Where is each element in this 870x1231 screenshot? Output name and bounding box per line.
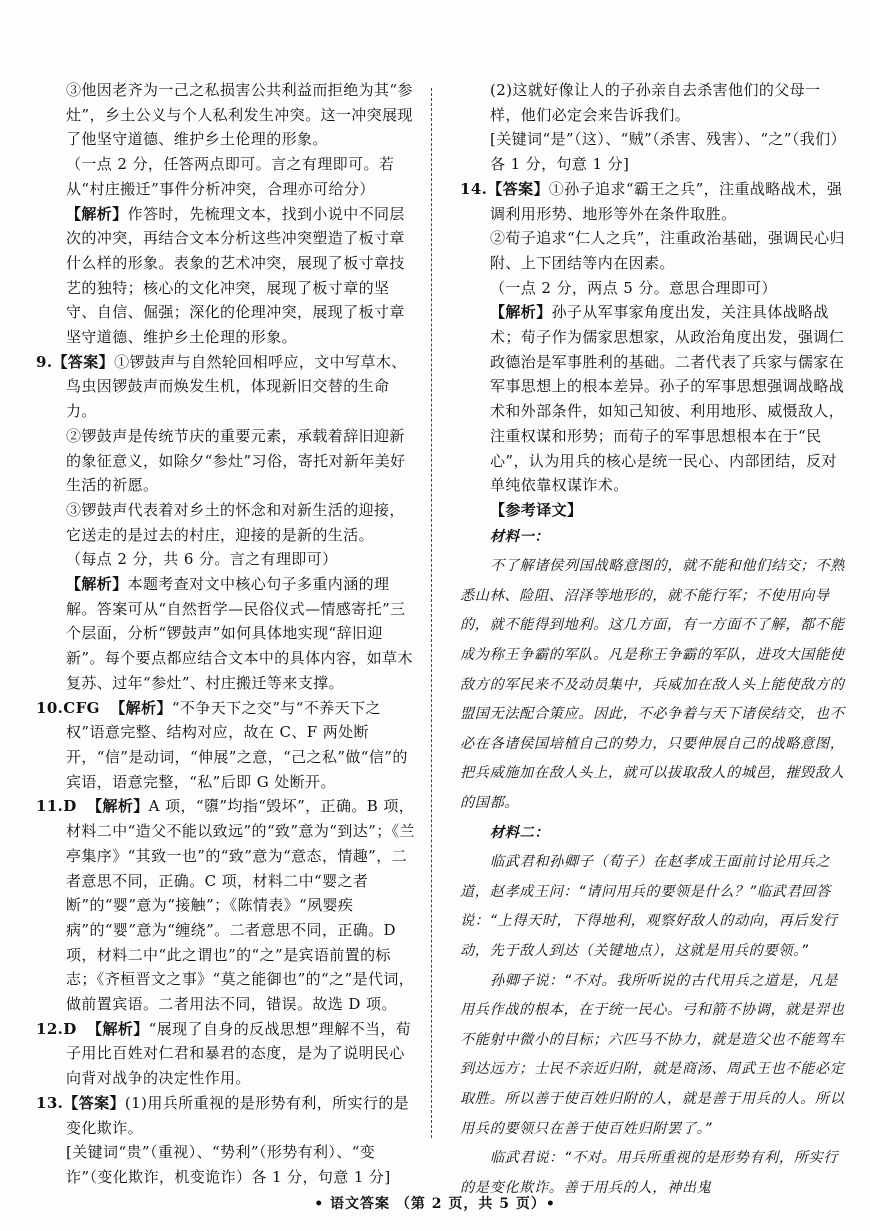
answer-text: ①锣鼓声与自然轮回相呼应，文中写草木、鸟虫因锣鼓声而焕发生机，体现新旧交替的生命力。 — [66, 352, 407, 421]
answer-tag: 【答案】 — [487, 179, 549, 198]
analysis-tag: 【解析】 — [87, 1019, 149, 1038]
q9-scoring-note: （每点 2 分，共 6 分。言之有理即可） — [66, 550, 338, 569]
answer-text: (1)用兵所重视的是形势有利，所实行的是变化欺诈。 — [66, 1093, 410, 1137]
q9-answer — [36, 350, 418, 424]
analysis-text: A 项，“隳”均指“毁坏”，正确。B 项，材料二中“造父不能以致远”的“致”意为“到达”；《兰亭集序》“其致一也”的“致”意为“意态，情趣”，二者意思不同，正确。C 项，材料二中“婴之者断”的“婴”意为“接触”；《陈情表》“夙婴疾病”的“婴”意为“缠绕”。二者意思不同，正确。D 项，材料二中“此之谓也”的“之”是宾语前置的标志；《齐桓晋文之事》“莫之能御也”的“之”是代词，做前置宾语。二者用法不同，错误。故选 D 项。 — [66, 797, 415, 1014]
answer-text: ①孙子追求“霸王之兵”，注重战略战术，强调利用形势、地形等外在条件取胜。 — [490, 179, 843, 223]
material-1-title: 材料一： — [490, 528, 550, 545]
material-2-title: 材料二： — [490, 824, 550, 841]
right-column — [460, 78, 846, 1196]
question-number: 10. — [36, 698, 64, 717]
analysis-text: “不争天下之交”与“不养天下之权”语意完整、结构对应，故在 C、F 两处断开，“信”是动词，“伸展”之意，“己之私”做“信”的宾语，语意完整，“私”后即 G 处断开。 — [66, 698, 408, 791]
question-number: 14. — [460, 179, 488, 198]
q12-answer — [36, 1017, 418, 1091]
question-number: 12. — [36, 1019, 64, 1038]
q14-scoring-note: （一点 2 分，两点 5 分。意思合理即可） — [490, 278, 777, 297]
question-number: 9. — [36, 352, 53, 371]
q13-keywords-2: [关键词“是”（这）、“贼”（杀害、残害）、“之”（我们）各 1 分，句意 1 分] — [490, 130, 846, 174]
analysis-text: 作答时，先梳理文本，找到小说中不同层次的冲突，再结合文本分析这些冲突塑造了板寸章什么样的形象。表象的艺术冲突，展现了板寸章技艺的独特；核心的文化冲突，展现了板寸章的坚守、自信、倔强；深化的伦理冲突，展现了板寸章坚守道德、维护乡土伦理的形象。 — [66, 204, 405, 347]
q9-answer-point-3: ③锣鼓声代表着对乡土的怀念和对新生活的迎接，它送走的是过去的村庄，迎接的是新的生活。 — [66, 500, 405, 544]
material-1-text: 不了解诸侯列国战略意图的，就不能和他们结交；不熟悉山林、险阻、沼泽等地形的，就不能行军；不使用向导的，就不能得到地利。这几方面，有一方面不了解，都不能成为称王争霸的军队。凡是称王争霸的军队，进攻大国能使敌方的军民来不及动员集中，兵威加在敌人头上能使敌方的盟国无法配合策应。因此，不必争着与天下诸侯结交，也不必在各诸侯国培植自己的势力，只要伸展自己的战略意图，把兵威施加在敌人头上，就可以拔取敌人的城邑，摧毁敌人的国都。 — [460, 558, 845, 811]
q13-answer-2: (2)这就好像让人的子孙亲自去杀害他们的父母一样，他们必定会来告诉我们。 — [490, 81, 821, 124]
answer-tag: 【答案】 — [63, 1093, 125, 1112]
q13-answer — [36, 1091, 418, 1140]
q8-analysis — [36, 202, 418, 350]
analysis-text: 本题考查对文中核心句子多重内涵的理解。答案可从“自然哲学—民俗仪式—情感寄托”三个层面，分析“锣鼓声”如何具体地实现“辞旧迎新”。每个要点都应结合文本中的具体内容，如草木复苏、过年“参灶”、村庄搬迁等来支撑。 — [66, 575, 413, 692]
material-2-paragraph-3: 临武君说：“不对。用兵所重视的是形势有利，所实行的是变化欺诈。善于用兵的人，神出鬼 — [460, 1150, 839, 1196]
q14-answer-point-2: ②荀子追求“仁人之兵”，注重政治基础，强调民心归附、上下团结等内在因素。 — [490, 229, 845, 272]
q10-answer — [36, 696, 418, 795]
material-2-paragraph-2: 孙卿子说：“不对。我所听说的古代用兵之道是，凡是用兵作战的根本，在于统一民心。弓和箭不协调，就是羿也不能射中微小的目标；六匹马不协力，就是造父也不能驾车到达远方；士民不亲近归附，就是商汤、周武王也不能必定取胜。所以善于使百姓归附的人，就是善于用兵的人。所以用兵的要领只在善于使百姓归附罢了。” — [460, 972, 845, 1137]
analysis-tag: 【解析】 — [110, 698, 172, 717]
q8-scoring-note: （一点 2 分，任答两点即可。言之有理即可。若从“村庄搬迁”事件分析冲突，合理亦可给分） — [66, 155, 395, 198]
q13-keywords-1: [关键词“贵”（重视）、“势利”（形势有利）、“变诈”（变化欺诈，机变诡诈）各 1 分，句意 1 分] — [66, 1143, 391, 1186]
answer-tag: 【答案】 — [52, 352, 115, 371]
reference-translation-title: 【参考译文】 — [490, 500, 583, 519]
q11-answer — [36, 794, 418, 1016]
question-number: 11. — [36, 797, 64, 816]
q8-answer-point-3: ③他因老齐为一己之私损害公共利益而拒绝为其“参灶”，乡土公义与个人私利发生冲突。这一冲突展现了他坚守道德、维护乡土伦理的形象。 — [66, 81, 413, 149]
left-column — [36, 78, 418, 1186]
q14-analysis — [460, 300, 846, 498]
material-2-paragraph-1: 临武君和孙卿子（荀子）在赵孝成王面前讨论用兵之道，赵孝成王问：“请问用兵的要领是什么？”临武君回答说：“上得天时，下得地利，观察好敌人的动向，再后发行动，先于敌人到达（关键地点），这就是用兵的要领。” — [460, 854, 838, 959]
q9-answer-point-2: ②锣鼓声是传统节庆的重要元素，承载着辞旧迎新的象征意义，如除夕“参灶”习俗，寄托对新年美好生活的祈愿。 — [66, 426, 406, 495]
answer-choice: D — [63, 797, 77, 816]
analysis-tag: 【解析】 — [66, 575, 128, 594]
analysis-text: 孙子从军事家角度出发，关注具体战略战术；荀子作为儒家思想家，从政治角度出发，强调仁政德治是军事胜利的基础。二者代表了兵家与儒家在军事思想上的根本差异。孙子的军事思想强调战略战术和外部条件，如知己知彼、利用地形、威慑敌人，注重权谋和形势；而荀子的军事思想根本在于“民心”，认为用兵的核心是统一民心、内部团结，反对单纯依靠权谋诈术。 — [490, 303, 845, 495]
analysis-tag: 【解析】 — [87, 797, 149, 816]
q14-answer — [460, 177, 846, 226]
analysis-tag: 【解析】 — [490, 303, 552, 322]
page-footer: • 语文答案 （第 2 页，共 5 页）• — [314, 1196, 556, 1212]
q9-analysis — [36, 572, 418, 696]
column-divider — [431, 88, 432, 1138]
answer-choice: D — [63, 1019, 77, 1038]
analysis-text: “展现了自身的反战思想”理解不当，荀子用比百姓对仁君和暴君的态度，是为了说明民心向背对战争的决定性作用。 — [66, 1019, 412, 1088]
analysis-tag: 【解析】 — [66, 204, 128, 223]
answer-choice: CFG — [63, 698, 100, 717]
question-number: 13. — [36, 1093, 64, 1112]
